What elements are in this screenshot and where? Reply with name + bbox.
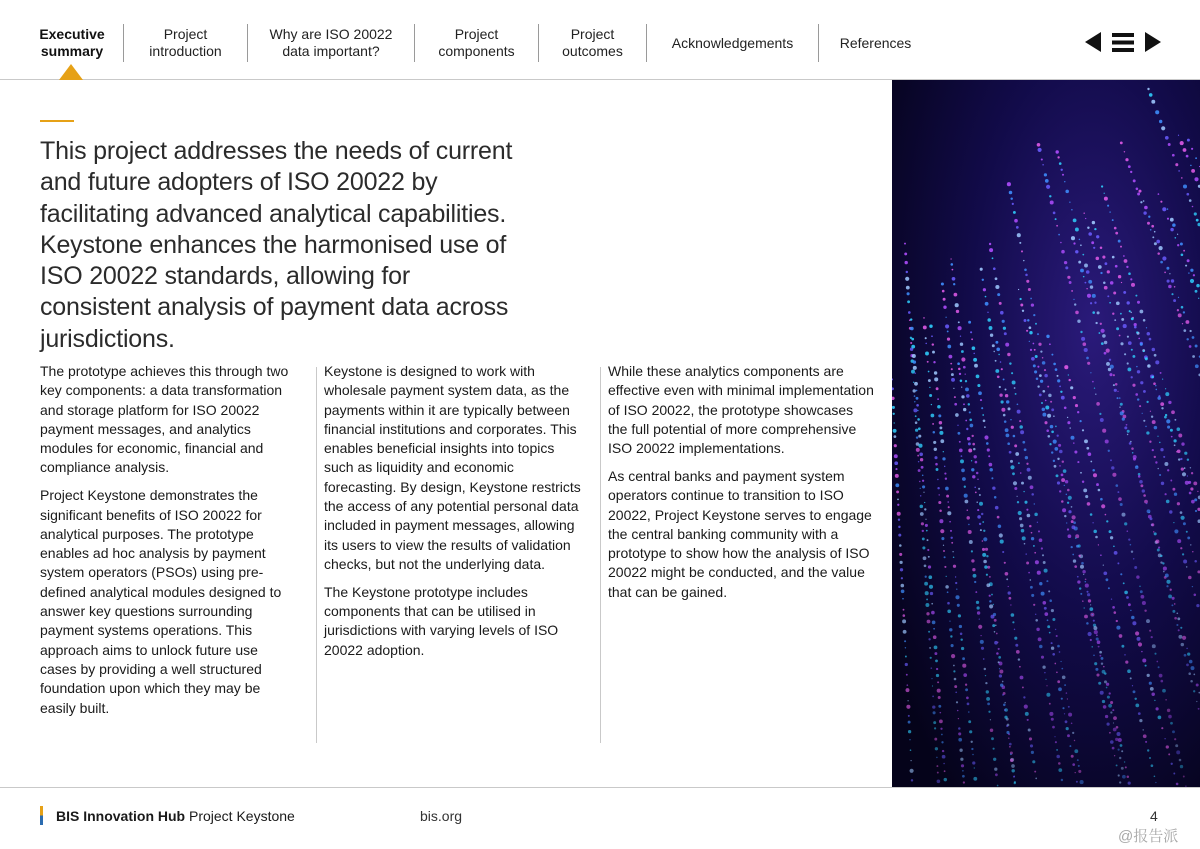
top-navigation <box>0 0 1200 80</box>
page-number: 4 <box>1150 808 1158 824</box>
nav-tab-why-iso-20022[interactable] <box>247 24 414 62</box>
nav-tab-references[interactable] <box>818 24 932 62</box>
nav-tab-project-introduction[interactable] <box>123 24 247 62</box>
nav-tab-executive-summary[interactable] <box>22 24 122 62</box>
nav-tab-acknowledgements[interactable] <box>646 24 818 62</box>
page-headline: This project addresses the needs of current and future adopters of ISO 20022 by facilitating advanced analytical capabilities. Keystone enhances the harmonised use of ISO 20022 standards, allowing for consistent analysis of payment data across jurisdictions. <box>40 137 513 353</box>
footer-brand-name: BIS Innovation Hub <box>56 808 186 824</box>
footer-site-link[interactable]: bis.org <box>420 808 463 824</box>
paragraph: Keystone is designed to work with wholesale payment system data, as the payments within it are typically between financial institutions and corporates. This enables beneficial insights into topics such as liquidity and economic forecasting. By design, Keystone restricts the access of any potential personal data included in payment messages, allowing its users to view the results of validation checks, but not the underlying data. <box>324 363 581 572</box>
text-column-1 <box>40 362 296 726</box>
footer-divider <box>0 787 1200 788</box>
column-divider <box>316 367 317 743</box>
nav-tab-project-outcomes[interactable] <box>538 24 646 62</box>
nav-tab-label: Why are ISO 20022 data important? <box>269 26 393 59</box>
next-page-icon[interactable] <box>1144 31 1162 53</box>
nav-tab-label: Acknowledgements <box>671 34 794 51</box>
nav-tab-label: References <box>839 34 912 51</box>
nav-tab-label: Executive summary <box>39 26 105 59</box>
column-divider <box>600 367 601 743</box>
nav-tab-label: Project outcomes <box>562 26 623 59</box>
text-column-2 <box>324 362 584 668</box>
accent-line <box>40 120 74 122</box>
paragraph: While these analytics components are effective even with minimal implementation of ISO 20022, the prototype showcases the full potential of more comprehensive ISO 20022 implementations. <box>608 363 874 457</box>
footer-brand <box>56 808 295 824</box>
nav-tab-label: Project introduction <box>149 26 222 59</box>
watermark: @报告派 <box>1118 828 1179 845</box>
nav-tab-project-components[interactable] <box>414 24 538 62</box>
paragraph: The prototype achieves this through two key components: a data transformation and storage platform for ISO 20022 payment messages, and analytics modules for economic, financial and compliance analysis. <box>40 363 289 476</box>
active-tab-marker <box>59 64 83 80</box>
text-column-3 <box>608 362 874 611</box>
footer-brand-mark <box>40 806 43 825</box>
prev-page-icon[interactable] <box>1084 31 1102 53</box>
footer-project-name: Project Keystone <box>189 808 295 824</box>
decorative-data-visual <box>892 80 1200 787</box>
menu-icon[interactable] <box>1112 33 1134 52</box>
paragraph: The Keystone prototype includes components that can be utilised in jurisdictions with varying levels of ISO 20022 adoption. <box>324 583 559 658</box>
paragraph: Project Keystone demonstrates the significant benefits of ISO 20022 for analytical purposes. The prototype enables ad hoc analysis by payment system operators (PSOs) using pre-defined analytical modules designed to answer key questions surrounding payment systems operations. This approach aims to unlock future use cases by providing a well structured foundation upon which they may be easily built. <box>40 487 282 716</box>
nav-tab-label: Project components <box>438 26 515 59</box>
paragraph: As central banks and payment system operators continue to transition to ISO 20022, Project Keystone serves to engage the central banking community with a prototype to show how the analysis of ISO 20022 might be conducted, and the value that can be gained. <box>608 467 872 600</box>
